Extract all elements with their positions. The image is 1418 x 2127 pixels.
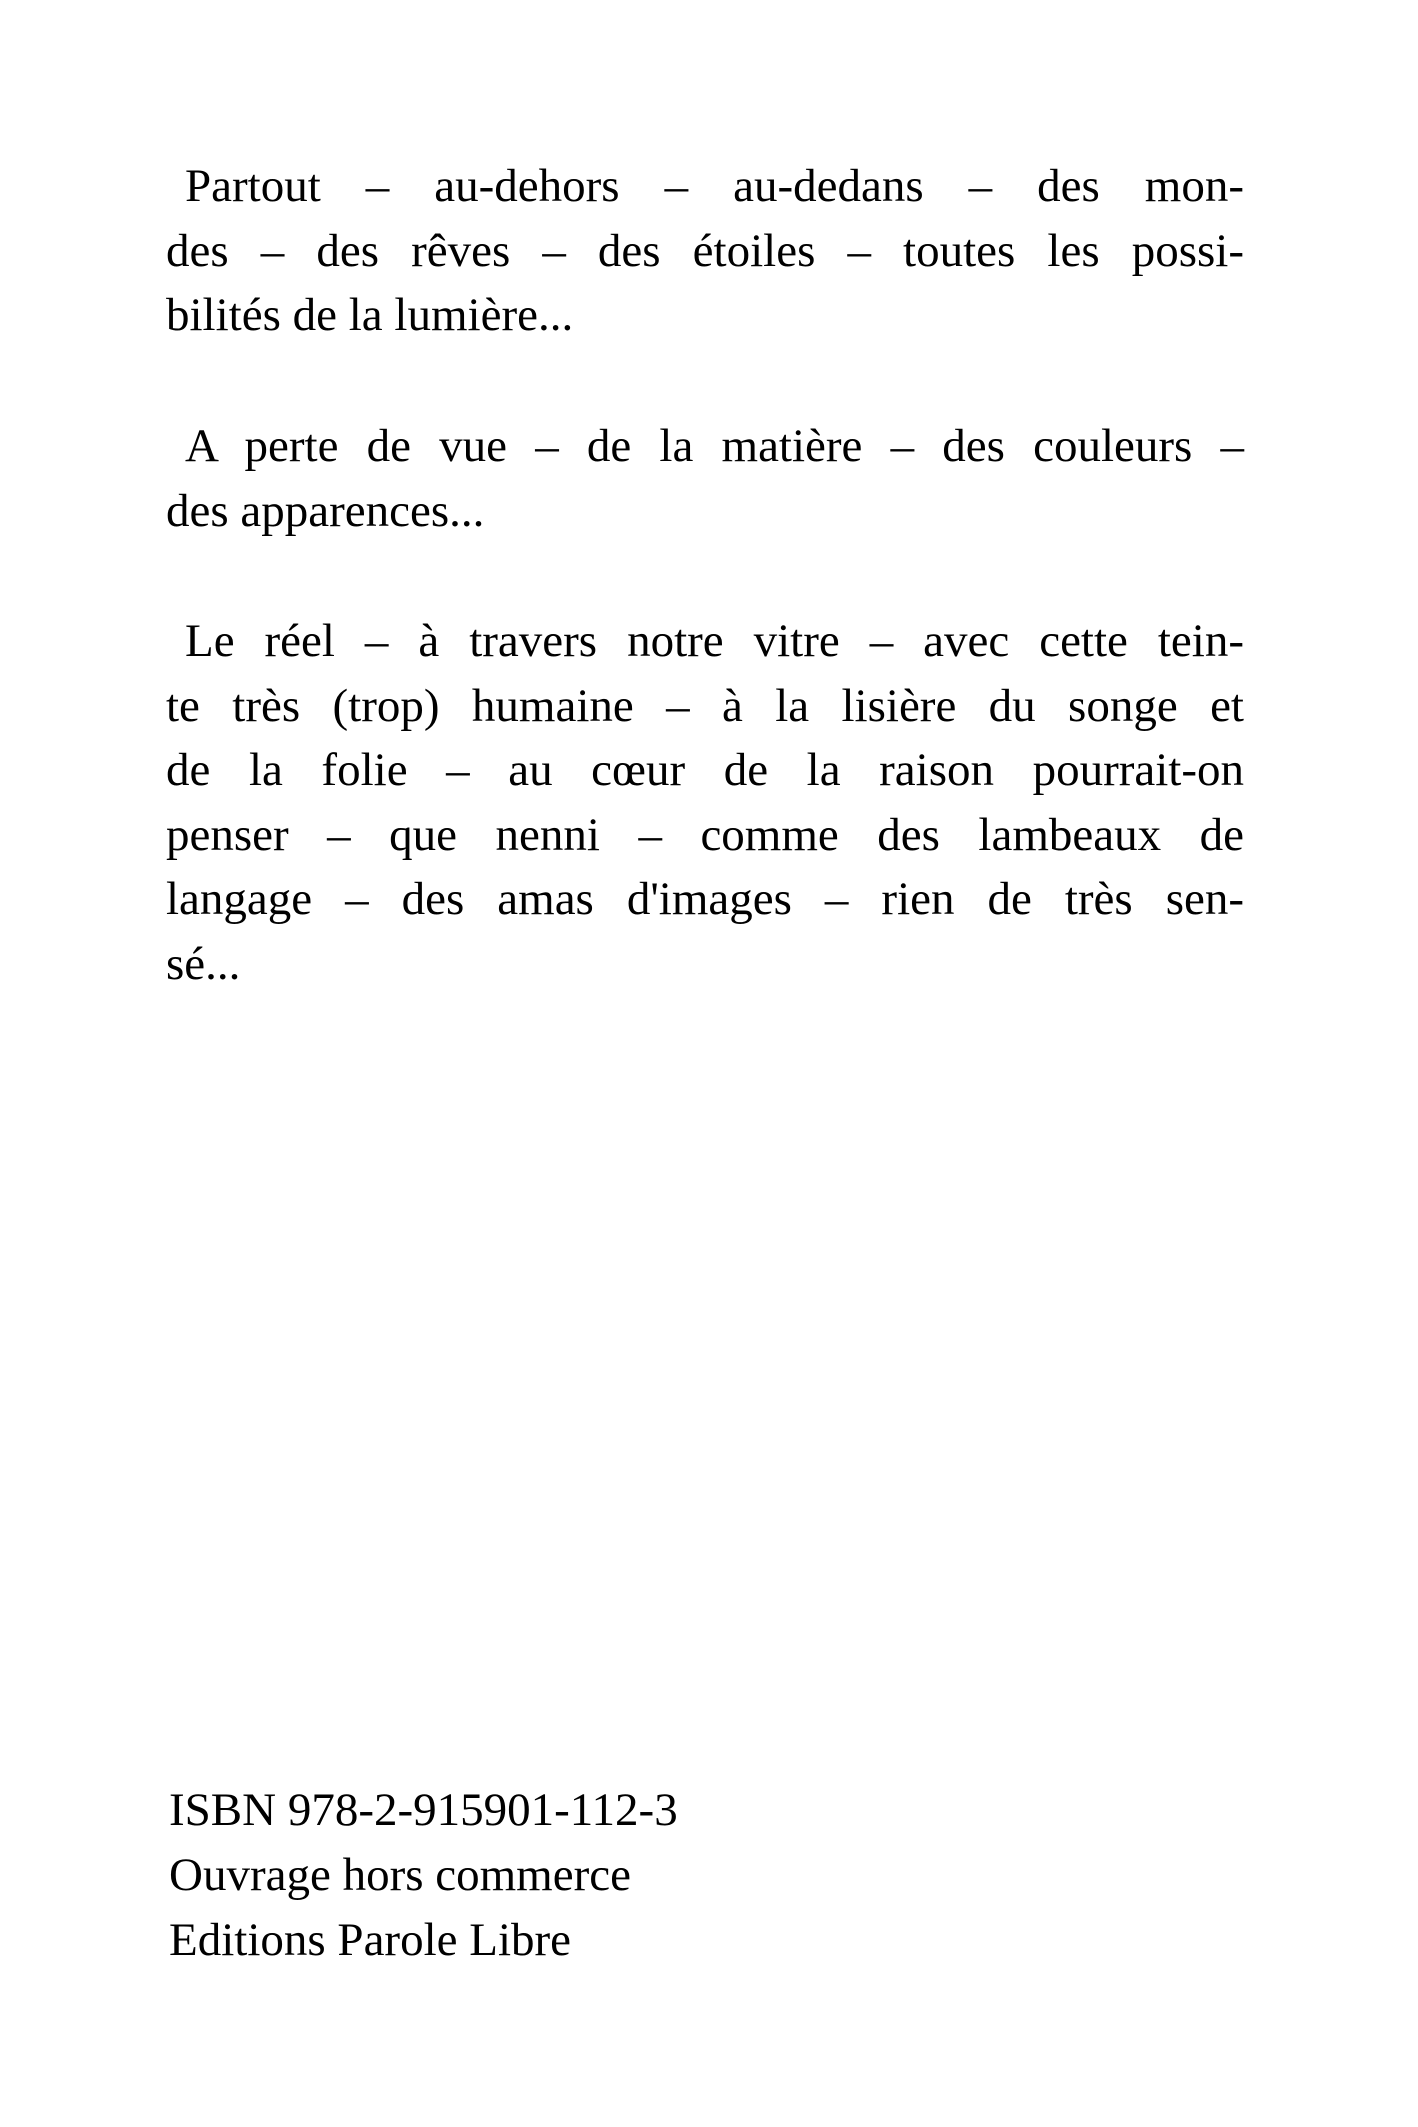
text-line: Le réel – à travers notre vitre – avec cette tein- xyxy=(185,615,1244,667)
paragraph-2 xyxy=(166,414,1244,543)
isbn-line: ISBN 978-2-915901-112-3 xyxy=(169,1784,678,1836)
paragraph-3 xyxy=(166,609,1244,996)
text-line: sé... xyxy=(166,937,241,990)
text-line: te très (trop) humaine – à la lisière du songe et xyxy=(166,679,1244,732)
text-line: penser – que nenni – comme des lambeaux de xyxy=(166,808,1244,861)
distribution-note: Ouvrage hors commerce xyxy=(169,1849,631,1901)
text-line: des – des rêves – des étoiles – toutes les possi- xyxy=(166,224,1244,277)
text-line: Partout – au-dehors – au-dedans – des mon- xyxy=(185,160,1244,212)
text-line: de la folie – au cœur de la raison pourrait-on xyxy=(166,744,1244,796)
publisher-name: Editions Parole Libre xyxy=(169,1914,572,1966)
text-line: langage – des amas d'images – rien de très sen- xyxy=(166,873,1244,925)
text-line: A perte de vue – de la matière – des couleurs – xyxy=(185,420,1244,472)
colophon xyxy=(169,1778,678,1973)
text-line: des apparences... xyxy=(166,484,485,537)
text-line: bilités de la lumière... xyxy=(166,289,574,341)
paragraph-1 xyxy=(166,154,1244,348)
